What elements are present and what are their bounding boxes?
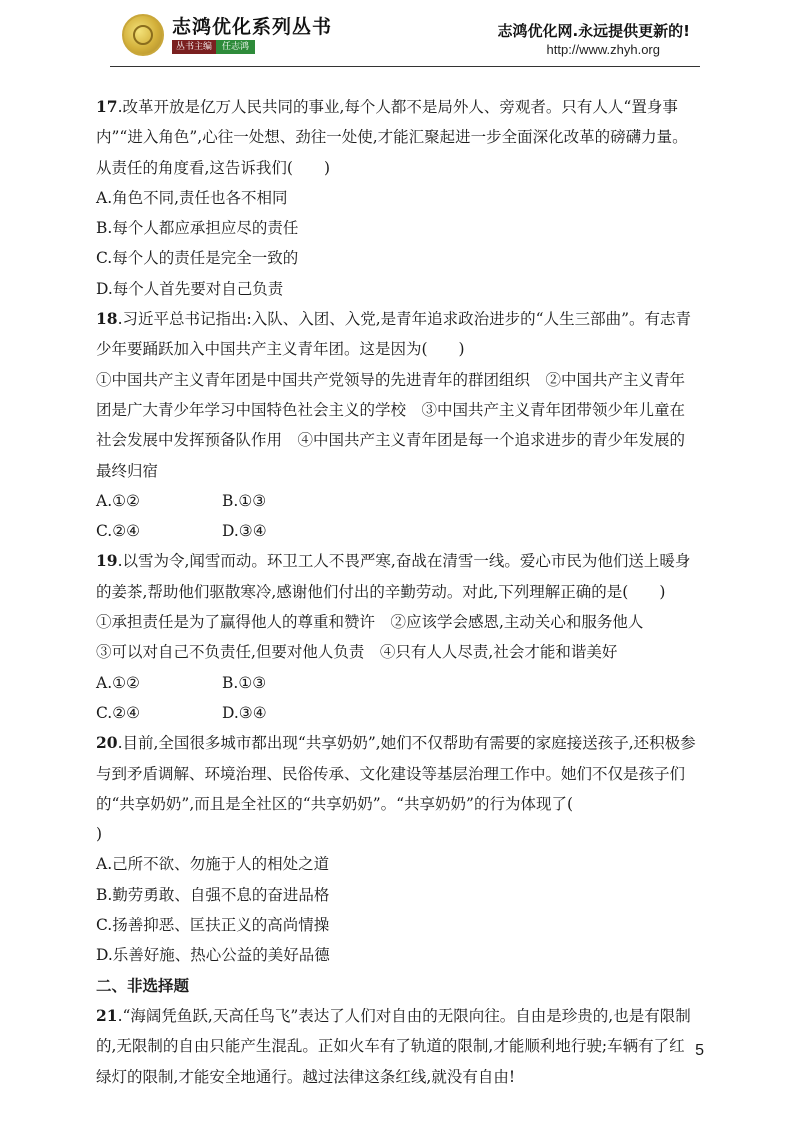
option-d: D.③④ [222,522,267,541]
question-number: 21 [96,1005,118,1025]
question-stem: 18.习近平总书记指出:入队、入团、入党,是青年追求政治进步的“人生三部曲”。有志青少年要踊跃加入中国共产主义青年团。这是因为( ) [96,309,692,359]
page-header [0,0,800,80]
editor-name: 任志鸿 [216,40,255,54]
page-content [96,92,700,1092]
question-stem: 17.改革开放是亿万人民共同的事业,每个人都不是局外人、旁观者。只有人人“置身事内”“进入角色”,心往一处想、劲往一处使,才能汇聚起进一步全面深化改革的磅礴力量。从责任的角度看,这告诉我们( ) [96,97,688,177]
options-row [96,516,700,546]
option-a: A.己所不欲、勿施于人的相处之道 [96,855,330,874]
option-a: A.角色不同,责任也各不相同 [96,188,288,207]
question-number: 19 [96,551,118,571]
question-19 [96,546,700,728]
question-number: 18 [96,309,118,329]
question-20 [96,728,700,970]
publisher-logo-icon [122,14,164,56]
website-url[interactable]: http://www.zhyh.org [546,42,660,57]
options-row [96,668,700,698]
question-18 [96,304,700,546]
option-b: B.①③ [222,491,267,510]
option-a: A.①② [96,673,140,692]
header-slogan: 志鸿优化网.永远提供更新的! [497,22,690,40]
option-c: C.扬善抑恶、匡扶正义的高尚情操 [96,916,330,935]
series-title: 志鸿优化系列丛书 [172,16,333,38]
page-number: 5 [695,1042,704,1059]
question-stem: 20.目前,全国很多城市都出现“共享奶奶”,她们不仅帮助有需要的家庭接送孩子,还积极参与到矛盾调解、环境治理、民俗传承、文化建设等基层治理工作中。她们不仅是孩子们的“共享奶奶”,而且是全社区的“共享奶奶”。“共享奶奶”的行为体现了( [96,733,696,813]
option-a: A.①② [96,491,140,510]
option-d: D.乐善好施、热心公益的美好品德 [96,946,330,965]
option-c: C.②④ [96,703,141,722]
question-stem: 21.“海阔凭鱼跃,天高任鸟飞”表达了人们对自由的无限向往。自由是珍贵的,也是有限制的,无限制的自由只能产生混乱。正如火车有了轨道的限制,才能顺利地行驶;车辆有了红绿灯的限制,才能安全地通行。越过法律这条红线,就没有自由! [96,1005,691,1086]
header-divider [110,66,700,67]
option-c: C.②④ [96,522,141,541]
option-d: D.③④ [222,703,267,722]
section-heading: 二、非选择题 [96,975,190,995]
question-17 [96,92,700,304]
question-statements: ③可以对自己不负责任,但要对他人负责 ④只有人人尽责,社会才能和谐美好 [96,643,618,662]
options-row [96,698,700,728]
question-stem: 19.以雪为令,闻雪而动。环卫工人不畏严寒,奋战在清雪一线。爱心市民为他们送上暖身的姜茶,帮助他们驱散寒冷,感谢他们付出的辛勤劳动。对此,下列理解正确的是( ) [96,551,691,601]
question-statements: ①承担责任是为了赢得他人的尊重和赞许 ②应该学会感恩,主动关心和服务他人 [96,613,644,632]
question-statements: ①中国共产主义青年团是中国共产党领导的先进青年的群团组织 ②中国共产主义青年团是广大青少年学习中国特色社会主义的学校 ③中国共产主义青年团带领少年儿童在社会发展中发挥预备队作用 ④中国共产主义青年团是每一个追求进步的青少年发展的最终归宿 [96,370,686,480]
option-b: B.每个人都应承担应尽的责任 [96,219,299,238]
editor-credit [172,40,255,54]
question-stem-tail: ) [96,825,103,844]
question-number: 20 [96,733,118,753]
option-d: D.每个人首先要对自己负责 [96,279,284,298]
option-b: B.勤劳勇敢、自强不息的奋进品格 [96,885,330,904]
options-row [96,486,700,516]
option-c: C.每个人的责任是完全一致的 [96,249,299,268]
question-number: 17 [96,97,118,116]
option-b: B.①③ [222,673,267,692]
question-21 [96,1001,700,1092]
editor-label: 丛书主编 [172,40,216,54]
